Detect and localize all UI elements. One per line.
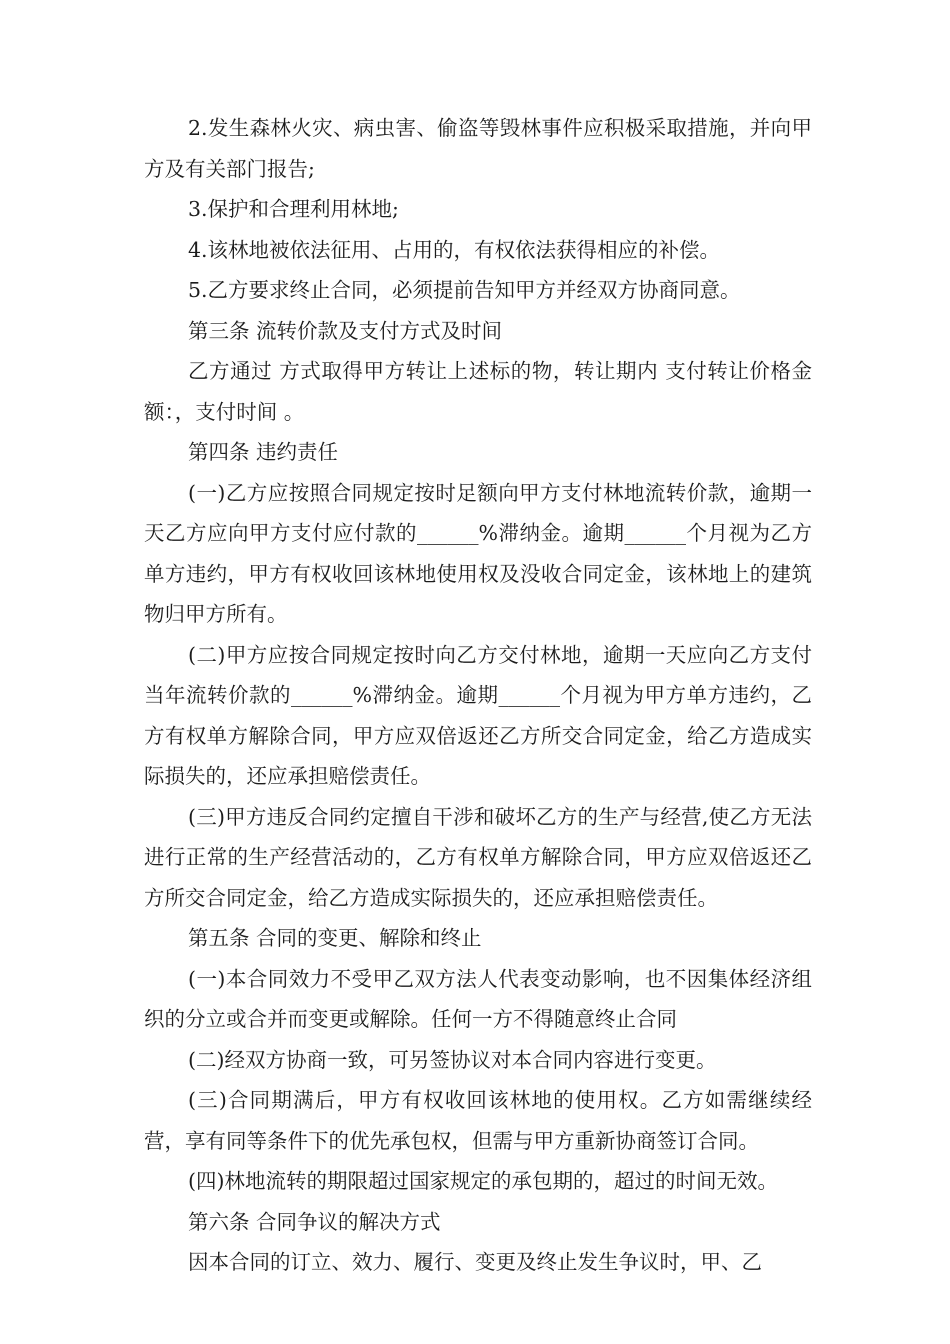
heading-article-4: 第四条 违约责任 (188, 440, 339, 464)
paragraph-breach-3: (三)甲方违反合同约定擅自干涉和破坏乙方的生产与经营,使乙方无法进行正常的生产经营活动的，乙方有权单方解除合同，甲方应双倍返还乙方所交合同定金，给乙方造成实际损失的，还应承担赔偿责任。 (144, 804, 812, 910)
paragraph-protect-forest: 3.保护和合理利用林地; (188, 197, 399, 221)
paragraph-change-4: (四)林地流转的期限超过国家规定的承包期的，超过的时间无效。 (188, 1169, 778, 1193)
paragraph-termination-notice: 5.乙方要求终止合同，必须提前告知甲方并经双方协商同意。 (188, 278, 741, 302)
paragraph-compensation: 4.该林地被依法征用、占用的，有权依法获得相应的补偿。 (188, 237, 721, 262)
document-page (144, 108, 812, 1283)
heading-article-6: 第六条 合同争议的解决方式 (188, 1209, 441, 1234)
paragraph-payment: 乙方通过 方式取得甲方转让上述标的物，转让期内 支付转让价格金额：，支付时间 。 (144, 359, 812, 424)
paragraph-breach-1: (一)乙方应按照合同规定按时足额向甲方支付林地流转价款，逾期一天乙方应向甲方支付应付款的______%滞纳金。逾期______个月视为乙方单方违约，甲方有权收回该林地使用权及没收合同定金，该林地上的建筑物归甲方所有。 (144, 480, 812, 626)
paragraph-dispute: 因本合同的订立、效力、履行、变更及终止发生争议时，甲、乙 (188, 1250, 762, 1274)
heading-article-3: 第三条 流转价款及支付方式及时间 (188, 318, 503, 343)
paragraph-change-1: (一)本合同效力不受甲乙双方法人代表变动影响，也不因集体经济组织的分立或合并而变更或解除。任何一方不得随意终止合同 (144, 966, 812, 1031)
paragraph-change-2: (二)经双方协商一致，可另签协议对本合同内容进行变更。 (188, 1047, 717, 1072)
heading-article-5: 第五条 合同的变更、解除和终止 (188, 926, 482, 950)
paragraph-forest-disaster: 2.发生森林火灾、病虫害、偷盗等毁林事件应积极采取措施，并向甲方及有关部门报告; (144, 116, 812, 181)
paragraph-change-3: (三)合同期满后，甲方有权收回该林地的使用权。乙方如需继续经营，享有同等条件下的优先承包权，但需与甲方重新协商签订合同。 (144, 1088, 812, 1153)
paragraph-breach-2: (二)甲方应按合同规定按时向乙方交付林地，逾期一天应向乙方支付当年流转价款的______%滞纳金。逾期______个月视为甲方单方违约，乙方有权单方解除合同，甲方应双倍返还乙方所交合同定金，给乙方造成实际损失的，还应承担赔偿责任。 (144, 642, 812, 788)
